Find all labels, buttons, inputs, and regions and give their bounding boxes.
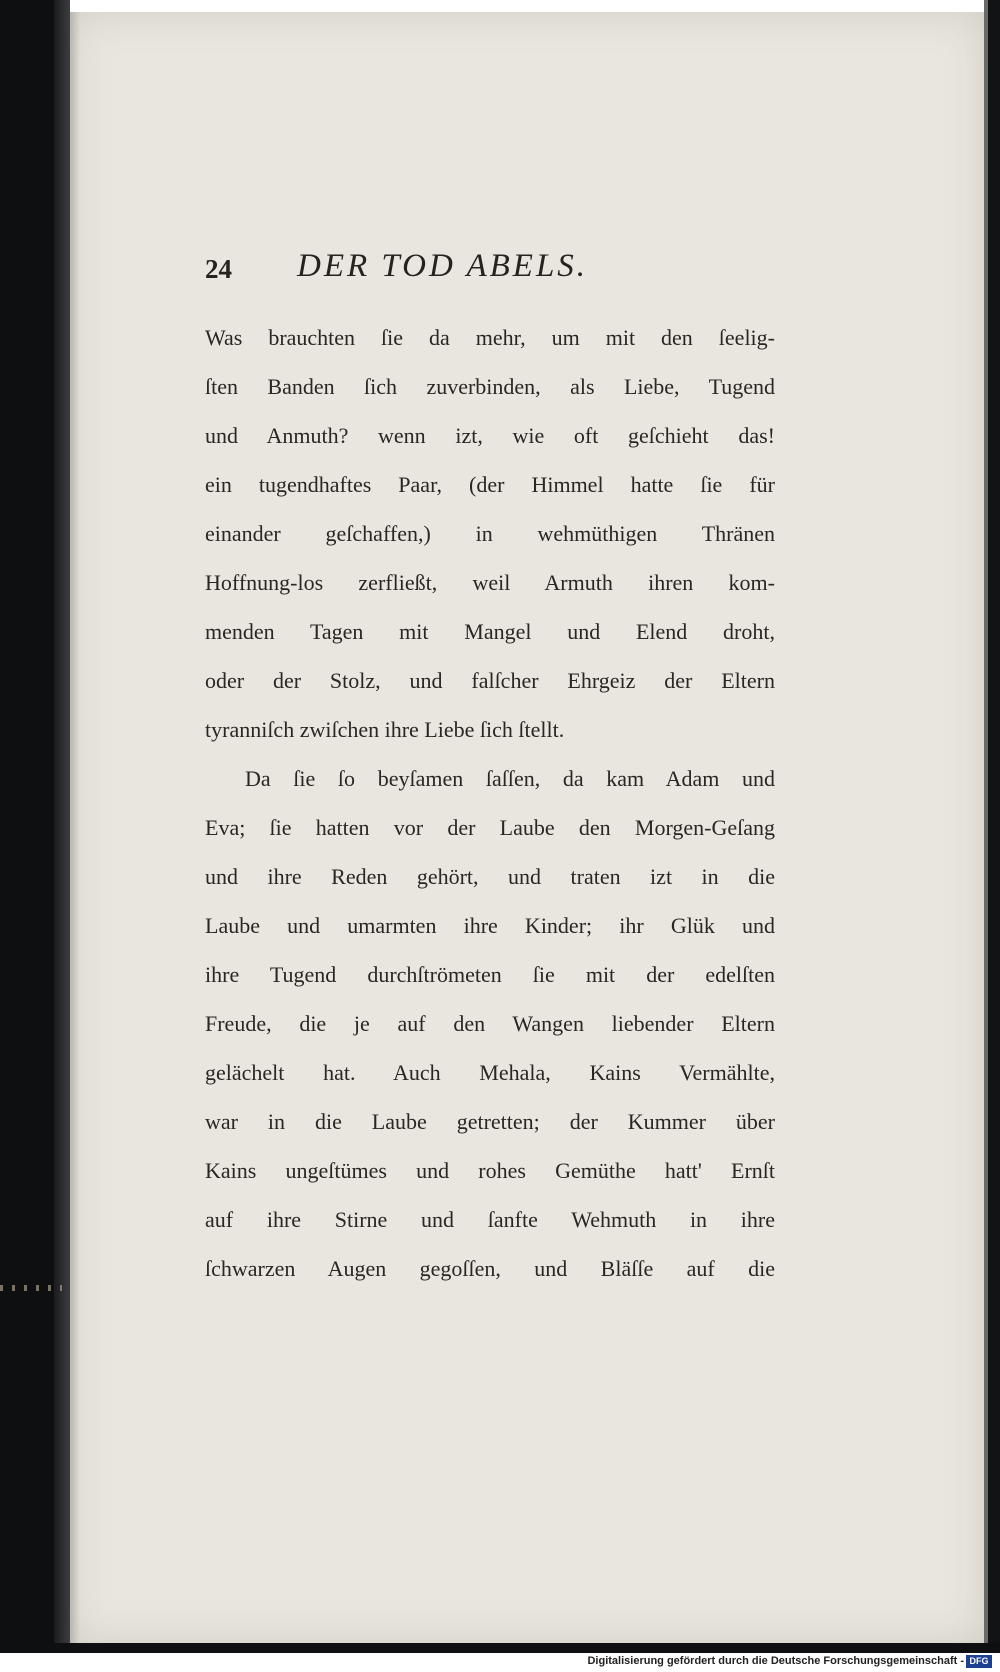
- running-title: DER TOD ABELS.: [297, 248, 589, 284]
- paragraph: [205, 313, 775, 754]
- text-line: Hoffnung-los zerfließt, weil Armuth ihren kom-: [205, 570, 775, 595]
- text-line: war in die Laube getretten; der Kummer über: [205, 1109, 775, 1134]
- body-text: [205, 313, 775, 1293]
- scan-left-border: [0, 0, 70, 1643]
- text-line: auf ihre Stirne und ſanfte Wehmuth in ihre: [205, 1207, 775, 1232]
- text-line: ſchwarzen Augen gegoſſen, und Bläſſe auf die: [205, 1256, 775, 1281]
- scan-edge-marks: [0, 1285, 62, 1291]
- text-line: Kains ungeſtümes und rohes Gemüthe hatt' Ernſt: [205, 1158, 775, 1183]
- funding-notice: Digitalisierung gefördert durch die Deutsche Forschungsgemeinschaft -: [587, 1655, 964, 1667]
- paragraph: [205, 754, 775, 1293]
- text-line: Laube und umarmten ihre Kinder; ihr Glük und: [205, 913, 775, 938]
- text-line: und ihre Reden gehört, und traten izt in die: [205, 864, 775, 889]
- text-line: oder der Stolz, und falſcher Ehrgeiz der Eltern: [205, 668, 775, 693]
- dfg-logo: DFG: [966, 1655, 992, 1668]
- text-line: menden Tagen mit Mangel und Elend droht,: [205, 619, 775, 644]
- text-line: Freude, die je auf den Wangen liebender Eltern: [205, 1011, 775, 1036]
- text-line: Eva; ſie hatten vor der Laube den Morgen-Geſang: [205, 815, 775, 840]
- text-line: tyranniſch zwiſchen ihre Liebe ſich ſtellt.: [205, 717, 565, 742]
- text-line: ihre Tugend durchſtrömeten ſie mit der edelſten: [205, 962, 775, 987]
- text-line: einander geſchaffen,) in wehmüthigen Thränen: [205, 521, 775, 546]
- text-line: Was brauchten ſie da mehr, um mit den ſeelig-: [205, 325, 775, 350]
- text-line: ſten Banden ſich zuverbinden, als Liebe, Tugend: [205, 374, 775, 399]
- scan-right-border: [984, 0, 1000, 1653]
- running-head: [205, 248, 765, 298]
- text-line: ein tugendhaftes Paar, (der Himmel hatte ſie für: [205, 472, 775, 497]
- text-line: und Anmuth? wenn izt, wie oft geſchieht das!: [205, 423, 775, 448]
- text-line: gelächelt hat. Auch Mehala, Kains Vermählte,: [205, 1060, 775, 1085]
- text-line: Da ſie ſo beyſamen ſaſſen, da kam Adam und: [245, 766, 775, 791]
- page-number: 24: [205, 254, 232, 284]
- scan-bottom-border: [0, 1643, 1000, 1653]
